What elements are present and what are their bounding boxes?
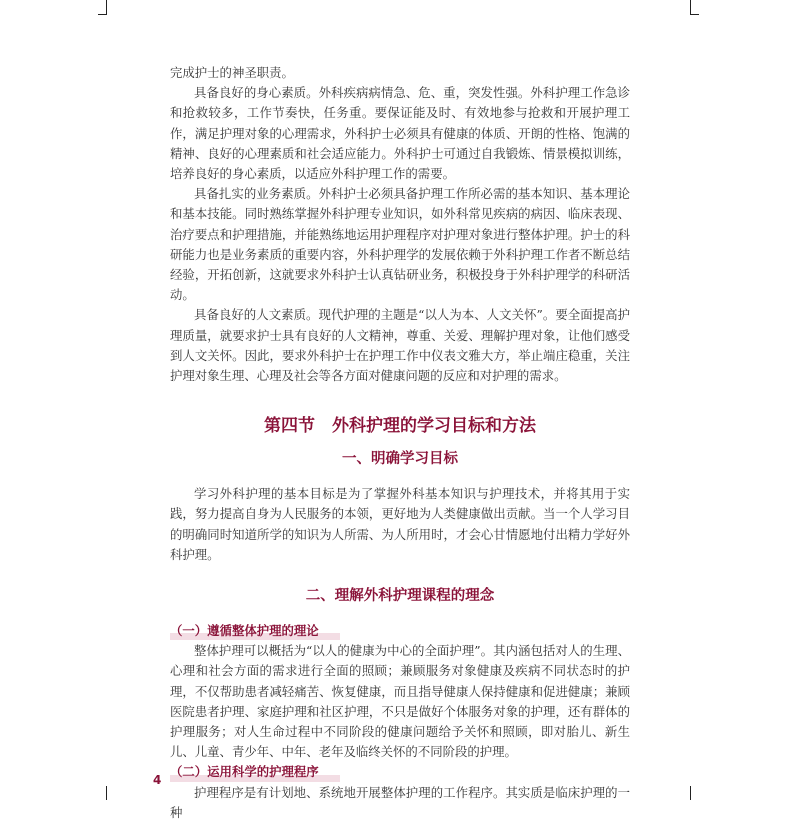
paragraph-learning-goals: 学习外科护理的基本目标是为了掌握外科基本知识与护理技术，并将其用于实践，努力提高自身为人民服务的本领，更好地为人类健康做出贡献。当一个人学习目的明确同时知道所学的知识为人所需、为人所用时，才会心甘情愿地付出精力学好外科护理。 <box>170 486 630 562</box>
crop-mark-top-left <box>106 0 107 14</box>
page-number: 4 <box>153 773 162 787</box>
crop-mark-bottom-left <box>106 786 107 800</box>
paragraph-humanistic: 具备良好的人文素质。现代护理的主题是“以人为本、人文关怀”。要全面提高护理质量，就要求护士具有良好的人文精神，尊重、关爱、理解护理对象，让他们感受到人文关怀。因此，要求外科护士在护理工作中仪表文雅大方，举止端庄稳重，关注护理对象生理、心理及社会等各方面对健康问题的反应和对护理的需求。 <box>170 307 630 384</box>
subsection-title-concepts: 二、理解外科护理课程的理念 <box>305 588 495 605</box>
paragraph-holistic-care: 整体护理可以概括为“以人的健康为中心的全面护理”。其内涵包括对人的生理、心理和社会方面的需求进行全面的照顾；兼顾服务对象健康及疾病不同状态时的护理，不仅帮助患者减轻痛苦、恢复健康，而且指导健康人保持健康和促进健康；兼顾医院患者护理、家庭护理和社区护理，不只是做好个体服务对象的护理，还有群体的护理服务；对人生命过程中不同阶段的健康问题给予关怀和照顾，即对胎儿、新生儿、儿童、青少年、中年、老年及临终关怀的不同阶段的护理。 <box>170 643 630 760</box>
crop-mark-top-right-h <box>690 14 699 15</box>
crop-mark-bottom-right <box>690 786 691 800</box>
small-heading-process: （二）运用科学的护理程序 <box>170 762 630 782</box>
page-body <box>170 63 630 823</box>
paragraph-physical-mental: 具备良好的身心素质。外科疾病病情急、危、重，突发性强。外科护理工作急诊和抢救较多，工作节奏快，任务重。要保证能及时、有效地参与抢救和开展护理工作，满足护理对象的心理需求，外科护士必须具有健康的体质、开朗的性格、饱满的精神、良好的心理素质和社会适应能力。外科护士可通过自我锻炼、情景模拟训练，培养良好的身心素质，以适应外科护理工作的需要。 <box>170 85 630 182</box>
paragraph-nursing-process: 护理程序是有计划地、系统地开展整体护理的工作程序。其实质是临床护理的一种 <box>170 784 630 820</box>
crop-mark-top-left-h <box>98 14 107 15</box>
section-title: 第四节 外科护理的学习目标和方法 <box>264 416 536 437</box>
small-heading-holistic: （一）遵循整体护理的理论 <box>170 621 630 641</box>
crop-mark-top-right <box>690 0 691 14</box>
subsection-title-goals: 一、明确学习目标 <box>342 451 458 468</box>
paragraph-professional: 具备扎实的业务素质。外科护士必须具备护理工作所必需的基本知识、基本理论和基本技能。同时熟练掌握外科护理专业知识，如外科常见疾病的病因、临床表现、治疗要点和护理措施，并能熟练地运用护理程序对护理对象进行整体护理。护士的科研能力也是业务素质的重要内容，外科护理学的发展依赖于外科护理工作者不断总结经验，开拓创新，这就要求外科护士认真钻研业务，积极投身于外科护理学的科研活动。 <box>170 186 630 303</box>
paragraph-continuation: 完成护士的神圣职责。 <box>170 65 294 80</box>
